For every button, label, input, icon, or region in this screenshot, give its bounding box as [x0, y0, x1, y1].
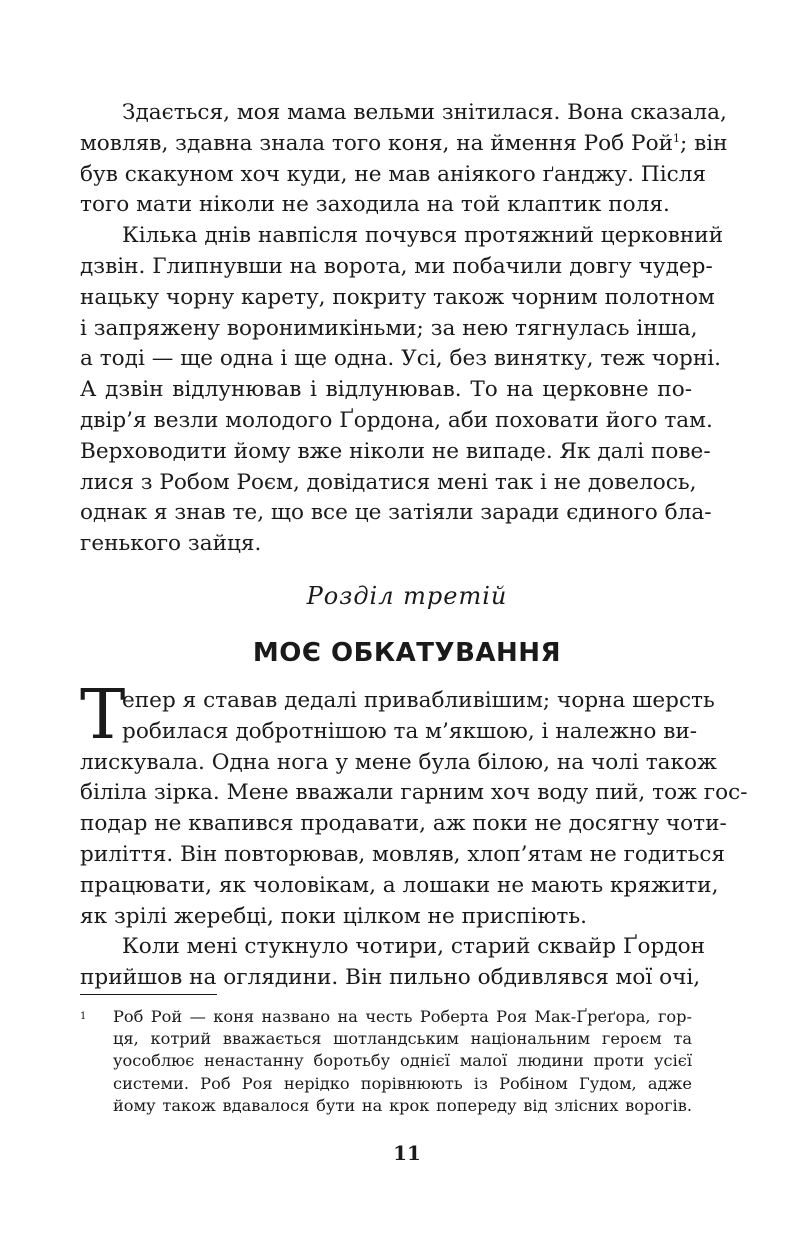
paragraph-2-line-8: Верховодити йому вже ніколи не випаде. Як далі пове-: [80, 438, 711, 464]
paragraph-2-line-6: А дзвін відлунював і відлунював. То на церковне по-: [80, 377, 692, 403]
paragraph-4-line-1: Коли мені стукнуло чотири, старий сквайр Ґордон: [122, 934, 706, 960]
text-block-bottom: [80, 676, 748, 994]
paragraph-3-line-8: як зрілі жеребці, поки цілком не приспіють.: [80, 903, 587, 929]
paragraph-3-body: [80, 686, 748, 932]
footnote-divider: [80, 994, 217, 995]
paragraph-1-line-3: був скакуном хоч куди, не мав аніякого ґанджу. Після: [80, 161, 707, 187]
paragraph-3-line-4: біліла зірка. Мене вважали гарним хоч воду пий, тож гос-: [80, 780, 748, 806]
paragraph-1: [80, 98, 728, 221]
paragraph-1-line-2-text: мовляв, здавна знала того коня, на ймення Роб Рой: [80, 130, 673, 156]
paragraph-3-line-1: епер я ставав дедалі привабливішим; чорна шерсть: [122, 688, 715, 713]
paragraph-2-line-10: однак я знав те, що все це затіяли заради єдиного бла-: [80, 500, 712, 526]
footnote-line-4: системи. Роб Роя нерідко порівнюють із Робіном Гудом, адже: [113, 1073, 692, 1093]
paragraph-2-line-5: а тоді — ще одна і ще одна. Усі, без винятку, теж чорні.: [80, 346, 722, 372]
paragraph-2-line-9: лися з Робом Роєм, довідатися мені так і не довелось,: [80, 469, 697, 495]
paragraph-1-line-2: [80, 129, 728, 160]
footnote-body: [80, 1006, 692, 1117]
footnote-line-5: йому також вдавалося бути на крок попереду від злісних ворогів.: [113, 1095, 692, 1115]
footnote-reference: 1: [672, 131, 680, 145]
paragraph-3-line-2: робилася добротнішою та м’якшою, і належно ви-: [122, 718, 698, 744]
paragraph-2-line-2: дзвін. Глипнувши на ворота, ми побачили довгу чудер-: [80, 253, 713, 279]
paragraph-1-line-2-tail: ; він: [679, 130, 728, 156]
paragraph-2-line-1: Кілька днів навпісля почувся протяжний церковний: [122, 223, 724, 249]
footnote: [80, 1006, 692, 1117]
chapter-title: МОЄ ОБКАТУВАННЯ: [252, 638, 562, 668]
footnote-line-1: Роб Рой — коня названо на честь Роберта Роя Мак-Ґреґора, гор-: [113, 1007, 692, 1026]
paragraph-4: [80, 932, 706, 994]
text-block-top: [80, 98, 728, 560]
footnote-line-3: уособлює ненастанну боротьбу однієї малої людини проти усієї: [113, 1051, 692, 1071]
paragraph-2-line-11: генького зайця.: [80, 531, 262, 557]
paragraph-3-line-6: риліття. Він повторював, мовляв, хлоп’ятам не годиться: [80, 841, 726, 867]
page-number: 11: [393, 1141, 421, 1165]
paragraph-3-line-5: подар не квапився продавати, аж поки не досягну чоти-: [80, 811, 727, 837]
paragraph-4-line-2: прийшов на оглядини. Він пильно обдивлявся мої очі,: [80, 965, 701, 991]
paragraph-1-line-1: Здається, моя мама вельми знітилася. Вона сказала,: [122, 100, 727, 125]
paragraph-3-line-3: лискувала. Одна нога у мене була білою, на чолі також: [80, 749, 717, 775]
paragraph-2-line-4: і запряжену воронимикіньми; за нею тягнулась інша,: [80, 315, 698, 341]
drop-cap: Т: [80, 676, 126, 755]
paragraph-3: [80, 676, 748, 932]
paragraph-1-line-4: того мати ніколи не заходила на той клаптик поля.: [80, 192, 670, 218]
chapter-label: Розділ третій: [306, 582, 508, 610]
paragraph-2-line-3: нацьку чорну карету, покриту також чорним полотном: [80, 284, 715, 310]
paragraph-2-line-7: двір’я везли молодого Ґордона, аби поховати його там.: [80, 407, 713, 433]
footnote-line-2: ця, котрий вважається шотландським національним героєм та: [113, 1029, 692, 1049]
footnote-mark: 1: [80, 1011, 87, 1022]
paragraph-2: [80, 221, 724, 560]
paragraph-3-line-7: працювати, як чоловікам, а лошаки не мають кряжити,: [80, 872, 719, 898]
